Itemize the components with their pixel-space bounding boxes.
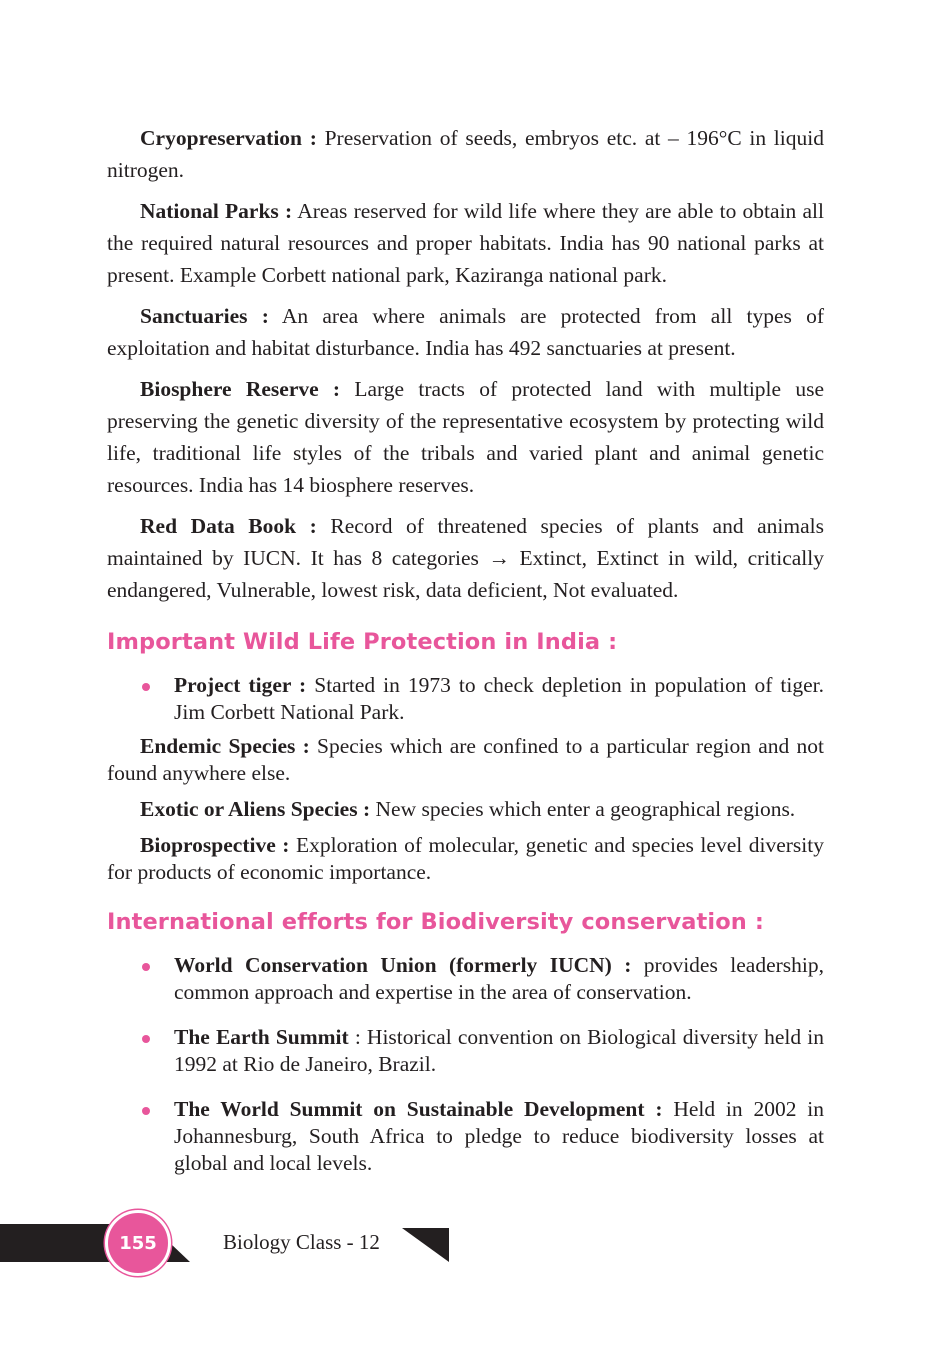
term: World Conservation Union (formerly IUCN) : xyxy=(174,953,632,977)
term: Endemic Species : xyxy=(140,734,310,758)
term: The World Summit on Sustainable Development : xyxy=(174,1097,663,1121)
page-number: 155 xyxy=(105,1210,171,1276)
term: The Earth Summit xyxy=(174,1025,349,1049)
term: Bioprospective : xyxy=(140,833,290,857)
term: Red Data Book : xyxy=(140,514,317,538)
bullet-icon xyxy=(142,683,150,691)
definition-bioprospective xyxy=(107,832,824,886)
section-heading-wildlife-protection: Important Wild Life Protection in India : xyxy=(107,629,618,655)
bullet-icon xyxy=(142,963,150,971)
list-item xyxy=(107,672,824,726)
term: Project tiger : xyxy=(174,673,307,697)
definition-endemic-species xyxy=(107,733,824,787)
definition-cryopreservation xyxy=(107,122,824,186)
item-text: provides leadership, common approach and expertise in the area of conservation. xyxy=(174,953,824,1004)
bullet-icon xyxy=(142,1107,150,1115)
definition-text: Preservation of seeds, embryos etc. at – 196°C in liquid nitrogen. xyxy=(107,126,824,182)
list-item xyxy=(107,952,824,1006)
definition-red-data-book xyxy=(107,510,824,606)
definition-text: Areas reserved for wild life where they are able to obtain all the required natural resources and proper habitats. India has 90 national parks at present. Example Corbett national park, Kaziranga national park. xyxy=(107,199,824,287)
definition-text: Exploration of molecular, genetic and species level diversity for products of economic importance. xyxy=(107,833,824,884)
definition-text: Large tracts of protected land with multiple use preserving the genetic diversity of the representative ecosystem by protecting wild life, traditional life styles of the tribals and varied plant and animal genetic resources. India has 14 biosphere reserves. xyxy=(107,377,824,497)
list-item xyxy=(107,1096,824,1177)
item-text: : Historical convention on Biological diversity held in 1992 at Rio de Janeiro, Brazil. xyxy=(174,1025,824,1076)
definition-sanctuaries xyxy=(107,300,824,364)
bullet-list-international-efforts xyxy=(107,952,824,1177)
term: Sanctuaries : xyxy=(140,304,269,328)
bullet-list-wildlife-protection xyxy=(107,672,824,726)
definition-exotic-species xyxy=(107,796,824,823)
definition-national-parks xyxy=(107,195,824,291)
section-heading-international-efforts: International efforts for Biodiversity conservation : xyxy=(107,909,764,935)
bullet-icon xyxy=(142,1035,150,1043)
definition-text: Record of threatened species of plants and animals maintained by IUCN. It has 8 categories → Extinct, Extinct in wild, critically endangered, Vulnerable, lowest risk, data deficient, Not evaluated. xyxy=(107,514,825,602)
footer-triangle xyxy=(402,1228,449,1262)
page-content xyxy=(107,122,824,1184)
definition-text: Species which are confined to a particular region and not found anywhere else. xyxy=(107,734,824,785)
term: National Parks : xyxy=(140,199,293,223)
footer-title: Biology Class - 12 xyxy=(223,1230,380,1254)
list-item xyxy=(107,1024,824,1078)
definition-biosphere-reserve xyxy=(107,373,824,501)
definition-text: An area where animals are protected from all types of exploitation and habitat disturbance. India has 492 sanctuaries at present. xyxy=(107,304,824,360)
definition-text: New species which enter a geographical regions. xyxy=(370,797,796,821)
item-text: Started in 1973 to check depletion in population of tiger. Jim Corbett National Park. xyxy=(174,673,824,724)
item-text: Held in 2002 in Johannesburg, South Africa to pledge to reduce biodiversity losses at global and local levels. xyxy=(174,1097,824,1175)
term: Cryopreservation : xyxy=(140,126,317,150)
term: Exotic or Aliens Species : xyxy=(140,797,371,821)
term: Biosphere Reserve : xyxy=(140,377,341,401)
